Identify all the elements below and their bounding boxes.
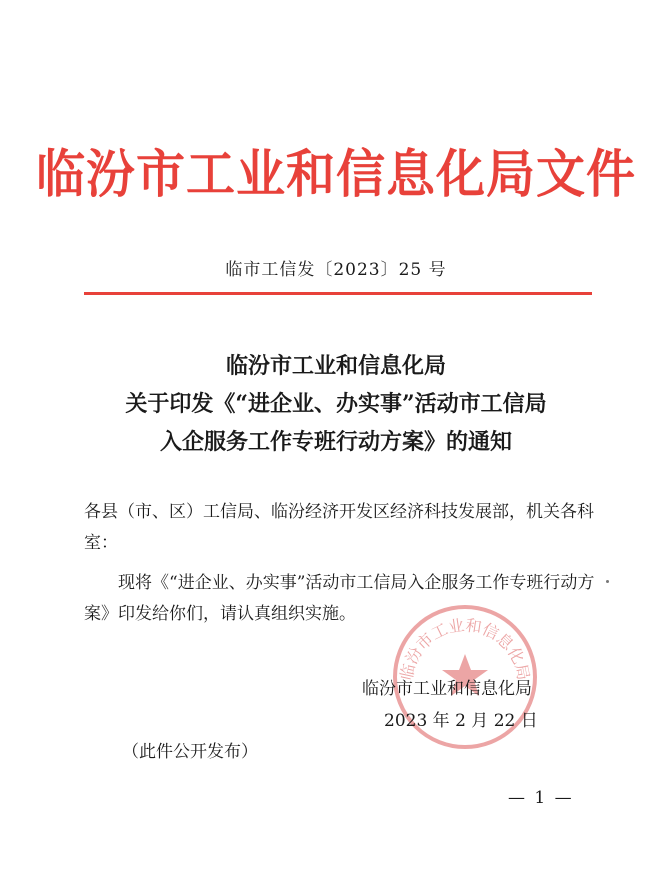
- public-release-note: （此件公开发布）: [122, 742, 258, 762]
- document-header-title: 临汾市工业和信息化局文件: [35, 143, 636, 205]
- notice-title-line-2: 关于印发《“进企业、办实事”活动市工信局: [125, 391, 547, 417]
- scan-speck: [606, 580, 609, 583]
- recipients-text: 各县（市、区）工信局、临汾经济开发区经济科技发展部，机关各科室：: [84, 502, 594, 553]
- document-number: 临市工信发〔2023〕25 号: [225, 260, 447, 280]
- seal-text: 临汾市工业和信息化局: [396, 615, 534, 682]
- red-divider-line: [84, 292, 592, 295]
- notice-title-line-3: 入企服务工作专班行动方案》的通知: [159, 429, 512, 455]
- notice-content: 现将《“进企业、办实事”活动市工信局入企服务工作专班行动方案》印发给你们，请认真组织实施。: [84, 573, 595, 624]
- notice-title-line-1: 临汾市工业和信息化局: [225, 353, 446, 379]
- page-number: — 1 —: [508, 788, 574, 808]
- signing-date: 2023 年 2 月 22 日: [384, 711, 538, 731]
- notice-title: [0, 347, 672, 461]
- signing-organization: 临汾市工业和信息化局: [362, 679, 532, 699]
